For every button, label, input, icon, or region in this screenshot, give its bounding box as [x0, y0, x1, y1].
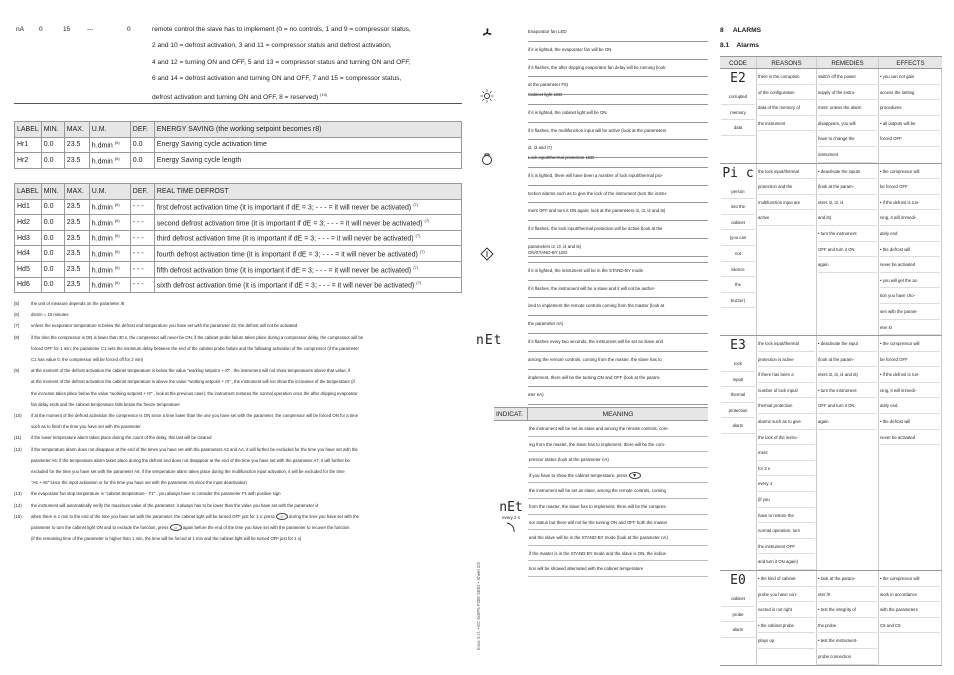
footnote: parameter to turn the cabinet light ON and to exclude the function; press ☼ again before the end of the time you have set with the parameter to recover the function: [31, 525, 350, 532]
cell-min: 0.0: [41, 137, 64, 153]
alarm-reasons: the lock input/thermal protection and the multifunction input are active: [757, 164, 817, 336]
table-row: [15, 153, 462, 169]
nA-description: remote control the slave has to implement (0 = no controls, 1 and 9 = compressor status, 2 and 10 = defrost activation, 3 and 11 = compressor status and defrost activation, 4 and 12 = turning ON and OFF, 5 and 13 = compressor status and turning ON and OFF, 6 and 14 = defrost activation and turning ON and OFF, 7 and 15 = compressor status, defrost activation and turning ON and OFF, 8 = reserved) $^{(19)}$: [152, 26, 411, 102]
cell-min: 0.0: [41, 246, 64, 262]
display-code: E2: [730, 71, 746, 86]
lock-icon: [480, 152, 494, 166]
led-text: the parameter nA): [528, 316, 708, 334]
footnote: (14) the instrument will automatically verify the maximum value of the parameter; it always has to be lower than the value you have set with the parameter i4: [14, 502, 319, 508]
led-text: among the remote controls, coming from the master, the slave has to: [528, 352, 708, 370]
led-text: eter nA): [528, 387, 708, 405]
cell-def: - - -: [130, 199, 154, 215]
parameters-column: [14, 0, 466, 675]
real-time-defrost-table: LABEL MIN. MAX. U.M. DEF. REAL TIME DEFROST Hd1 0.0 23.5 h.dmin $^{(6)}$ - - - first defrost activation time (it is important if dE = 3; - - - = it will never be activated) $^{(7)}$ Hd2 0.0 23.5 h.dmin $^{(6)}$ - - - second defrost activation time (it is important if dE = 3; - - - = it will never be activated) $^{(7)}$ Hd3 0.0 23.5 h.dmin $^{(6)}$ - - - third defrost activation time (it is important if dE = 3; - - - = it will never be activated) $^{(7)}$ Hd4 0.0 23.5 h.dmin $^{(6)}$ - - - fourth defrost activation time (it is important if dE = 3; - - - = it will never be activated) $^{(7)}$ Hd5 0.0 23.5 h.dmin $^{(6)}$ - - - fifth defrost activation time (it is important if dE = 3; - - - = it will never be activated) $^{(7)}$ Hd6 0.0 23.5 h.dmin $^{(6)}$ - - - sixth defrost activation time (it is important if dE = 3; - - - = it will never be activated) $^{(7)}$: [14, 183, 462, 293]
standby-icon: [480, 247, 494, 261]
cell-um: h.dmin $^{(6)}$: [89, 277, 130, 293]
nA-parameter-row: [14, 22, 462, 107]
display-code: E0: [730, 573, 746, 588]
cell-label: Hr1: [15, 137, 42, 153]
led-text: at the parameter F5): [528, 77, 708, 95]
meaning-text: tion will be showed alternated with the cabinet temperature: [528, 561, 708, 577]
cell-max: 23.5: [64, 199, 89, 215]
nA-def: 0: [127, 26, 131, 33]
footnote: (if the remaining time of the parameter is higher than 1 min, the time will be forced at 1 min and the cabinet light will be turned OFF just for 1 s): [31, 536, 302, 542]
footnote: (5) the unit of measure depends on the parameter /8: [14, 301, 125, 306]
alarm-code: E0 cabinet probe alarm: [720, 571, 757, 665]
alarm-reasons: there is the corruption of the configuration data of the memory of the instrument: [757, 69, 817, 163]
cell-label: Hd5: [15, 261, 42, 277]
table-row: [15, 230, 462, 246]
led-text: if it flashes, the instrument will be a slave and it will not be author-: [528, 281, 708, 299]
led-text: if it flashes, the multifunction input will be active (look at the parameters: [528, 123, 708, 141]
led-text: if it flashes, the after dripping evaporator fan delay will be running (look: [528, 60, 708, 78]
footnote: fan delay ends and the cabinet temperature falls below the freeze temperature: [31, 401, 180, 407]
display-code: E3: [730, 338, 746, 354]
nA-max: 15: [63, 26, 71, 33]
alarms-subheading: 8.1 Alarms: [720, 42, 759, 49]
indications-table: INDICAT. MEANING the instrument will be set as slave and among the remote controls, com- ing from the master, the slave has to implement, there will be the com- pressor status (look at the parameter nA) if you have to show the cabinet temperature, press ▼ nEt every 2 s the instrument will be set as slave, among the remote controls, coming from the master, the slave has to implement, there will be the compres- sor status but there will not be the turning ON and OFF both the master and the slave will be in the STAND-BY mode (look at the parameter nA) if the master is in the STAND-BY mode and the slave is ON, the indica- tion will be showed alternated with the cabinet temperature: [494, 407, 708, 577]
footnote: such as to finish the time you have set with the parameter: [31, 424, 141, 430]
light-icon: [480, 89, 494, 103]
alarm-code: Pi c person into the cabinet (you can not silence the buzzer): [720, 164, 757, 336]
footnote: (13) the evaporator fan stop temperature is "cabinet temperature - F1" ; you always have to consider the parameter F1 with positive sign: [14, 491, 281, 497]
footnote: (8) if the time the compressor is ON is lower than 30 s, the compressor will never be ON; if the cabinet probe failure takes place during a compressor delay, the compressor will be: [14, 334, 364, 340]
cell-min: 0.0: [41, 277, 64, 293]
footnote: (12) if the temperature alarm does not disappear at the end of the times you have set with the parameters A3 and AA, it will further be excluded for the time you have set with the: [14, 446, 358, 452]
alarm-code: E3 lock input/ thermal protection alarm: [720, 336, 757, 570]
led-text: ON/STAND-BY LED: [528, 245, 708, 263]
cell-description: third defrost activation time (it is important if dE = 3; - - - = it will never be activated) $^{(7)}$: [154, 230, 461, 246]
alarm-row: [720, 336, 942, 571]
cell-min: 0.0: [41, 261, 64, 277]
alarm-effects: • you can not gain access the setting procedures • all outputs will be forced OFF: [879, 69, 942, 163]
cell-description: fourth defrost activation time (it is important if dE = 3; - - - = it will never be activated) $^{(7)}$: [154, 246, 461, 262]
footnote: (15) when there is 1 min to the end of the time you have set with the parameter, the cabinet light will be turned OFF just for 1 s; press ☼ during the time you have set with the: [14, 513, 360, 521]
footnote: the increase takes place below the value "working setpoint + r0" , look at the previous case); the instrument restores the normal operation once the after dripping evaporator: [31, 390, 358, 396]
meaning-text: from the master, the slave has to implement, there will be the compres-: [528, 499, 708, 515]
footnotes: [14, 298, 466, 544]
footnote: "A5 + A6" since the input activation or for the time you have set with the parameter A5 since the input deactivation: [31, 480, 247, 486]
table-row: [15, 261, 462, 277]
alarm-effects: • the compressor will be forced OFF • if the defrost is run- ning, it will immedi- ately end • the defrost will never be activated: [879, 336, 942, 570]
meaning-text: if the master is in the STAND-BY mode and the slave is ON, the indica-: [528, 546, 708, 562]
led-text: if it flashes, the lock input/thermal protection will be active (look at the: [528, 221, 708, 239]
cell-def: 0.0: [130, 137, 154, 153]
led-text: ized to implement the remote controls coming from the master (look at: [528, 298, 708, 316]
cell-description: Energy Saving cycle length: [154, 153, 461, 169]
footnote: parameter A6; if the temperature alarm takes place during the defrost and does not disappear at the end of the time you have set with the parameter A7, it will further be: [31, 457, 350, 463]
meaning-text: the instrument will be set as slave and among the remote controls, com-: [528, 421, 708, 437]
cell-description: fifth defrost activation time (it is important if dE = 3; - - - = it will never be activated) $^{(7)}$: [154, 261, 461, 277]
cell-description: first defrost activation time (it is important if dE = 3; - - - = it will never be activated) $^{(7)}$: [154, 199, 461, 215]
cell-def: - - -: [130, 215, 154, 231]
display-code: Pi c: [722, 165, 754, 181]
cell-max: 23.5: [64, 215, 89, 231]
footnote: (9) at the moment of the defrost activation the cabinet temperature is below the value "working setpoint + r0" , the instrument will not show temperatures above that value; if: [14, 368, 351, 374]
cell-max: 23.5: [64, 153, 89, 169]
footnote: (10) if at the moment of the defrost activation the compressor is ON since a time lower than the one you have set with the parameter, the compressor will be forced ON for a time: [14, 413, 358, 419]
led-text: Cabinet light LED: [528, 87, 708, 105]
cell-um: h.dmin $^{(6)}$: [89, 230, 130, 246]
footnote: (6) dsmin = 10 minutes: [14, 312, 69, 318]
divider: [14, 103, 462, 104]
led-text: implement, there will be the turning ON and OFF (look at the param-: [528, 370, 708, 388]
footnote: (7) unless the evaporator temperature is below the defrost end temperature you have set with the parameter d2, the defrost will not be activated: [14, 323, 298, 329]
meaning-text: the instrument will be set as slave, among the remote controls, coming: [528, 483, 708, 499]
meaning-text: and the slave will be in the STAND-BY mode (look at the parameter nA): [528, 530, 708, 546]
footnote: forced OFF for 1 min; the parameter C1 sets the minimum delay between the end of the cabinet probe failure and the following activation of the compressor (if the parameter: [31, 345, 359, 351]
table-row: [15, 199, 462, 215]
led-text: parameters i2, i3, i4 and i5): [528, 239, 708, 257]
cell-min: 0.0: [41, 199, 64, 215]
cell-label: Hd6: [15, 277, 42, 293]
nA-min: 0: [39, 26, 43, 33]
led-block: [480, 24, 708, 95]
cell-def: 0.0: [130, 153, 154, 169]
alarm-code: E2 corrupted memory data: [720, 69, 757, 163]
footnote: (11) if the lower temperature alarm takes place during the count of the delay, this last will be cleared: [14, 435, 212, 441]
cell-label: Hd2: [15, 215, 42, 231]
alarm-effects: • the compressor will be forced OFF • if the defrost is run- ning, it will immedi- ately end • the defrost will never be activated • you will get the ac- tion you have cho- sen with the param- eter i0: [879, 164, 942, 336]
led-text: if it is lighted, the cabinet light will be ON: [528, 105, 708, 123]
cell-max: 23.5: [64, 137, 89, 153]
nA-um: ---: [87, 26, 94, 33]
cell-um: h.dmin $^{(6)}$: [89, 215, 130, 231]
alarm-remedies: switch off the power supply of the instru- ment: unless the alarm disappears, you will have to change the instrument: [817, 69, 879, 163]
alarm-row: [720, 571, 942, 666]
led-text: ment OFF and turn it ON again; look at the parameters i2, i3, i4 and i5): [528, 203, 708, 221]
led-text: if it is lighted, the instrument will be in the STAND-BY mode: [528, 263, 708, 281]
cell-max: 23.5: [64, 230, 89, 246]
led-text: i2, i3 and i7): [528, 140, 708, 158]
led-block: [480, 87, 708, 158]
alarms-heading: 8 ALARMS: [720, 27, 762, 34]
led-block: [480, 245, 708, 405]
net-display: nEt: [476, 333, 503, 348]
led-text: if it is lighted, there will have been a number of lock input/thermal pro-: [528, 168, 708, 186]
meaning-text: sor status but there will not be the turning ON and OFF both the master: [528, 515, 708, 531]
alarms-table: CODE REASONS REMEDIES EFFECTS E2 corrupted memory data there is the corruption of the configuration data of the memory of the instrument switch off the power supply of the instru- ment: unless the alarm disappears, you will have to change the instrument • you can not gain access the setting procedures • all outputs will be forced OFF Pi c person into the cabinet (you can not silence the buzzer) the lock input/thermal protection and the multifunction input are active • deactivate the inputs (look at the param- eters i2, i3, i4 and i5) • turn the instrument OFF and turn it ON again • the compressor will be forced OFF • if the defrost is run- ning, it will immedi- ately end • the defrost will never be activated • you will get the ac- tion you have cho- sen with the param- eter i0 E3 lock input/ thermal protection alarm the lock input/thermal protection is active if there has been a number of lock input/ thermal protection alarms such as to give the lock of the instru- ment for 3 s every 4 (if you have to restore the normal operation, turn the instrument OFF and turn it ON again) • deactivate the input (look at the param- eters i2, i3, i4 and i5) • turn the instrument OFF and turn it ON again • the compressor will be forced OFF • if the defrost is run- ning, it will immedi- ately end • the defrost will never be activated E0 cabinet probe alarm • the kind of cabinet probe you have con- nected is not right • the cabinet probe plays up • look at the param- eter /0 • test the integrity of the probe • test the instrument- probe connection • the compressor will work in accordance with the parameters C5 and C6: [720, 56, 942, 666]
cell-label: Hd1: [15, 199, 42, 215]
footnote: at the moment of the defrost activation the cabinet temperature is above the value "working setpoint + r0" , the instrument will not show the increases of the temperature (if: [31, 379, 355, 385]
led-text: tection alarms such as to give the lock of the instrument (turn the instru-: [528, 186, 708, 204]
cell-def: - - -: [130, 261, 154, 277]
cell-min: 0.0: [41, 215, 64, 231]
down-button-icon: ▼: [629, 472, 641, 479]
alarm-row: [720, 164, 942, 337]
cell-um: h.dmin $^{(6)}$: [89, 246, 130, 262]
cell-def: - - -: [130, 230, 154, 246]
cell-label: Hr2: [15, 153, 42, 169]
cell-min: 0.0: [41, 230, 64, 246]
cell-def: - - -: [130, 246, 154, 262]
meaning-text: pressor status (look at the parameter nA): [528, 452, 708, 468]
alarm-reasons: • the kind of cabinet probe you have con- nected is not right • the cabinet probe plays up: [757, 571, 817, 665]
led-text: Lock input/thermal protection LED: [528, 150, 708, 168]
table-row: [15, 277, 462, 293]
cell-max: 23.5: [64, 261, 89, 277]
cell-description: sixth defrost activation time (it is important if dE = 3; - - - = it will never be activated) $^{(7)}$: [154, 277, 461, 293]
alarm-remedies: • deactivate the input (look at the param- eters i2, i3, i4 and i5) • turn the instrument OFF and turn it ON again: [817, 336, 879, 570]
alarms-column: [720, 0, 942, 675]
net-flash-code: nEt every 2 s: [494, 501, 528, 535]
cell-um: h.dmin $^{(6)}$: [89, 199, 130, 215]
cell-max: 23.5: [64, 246, 89, 262]
cell-label: Hd3: [15, 230, 42, 246]
flash-arc-icon: [494, 520, 528, 535]
led-block: [480, 150, 708, 257]
fan-icon: [480, 26, 494, 40]
meaning-text: ing from the master, the slave has to implement, there will be the com-: [528, 437, 708, 453]
cell-min: 0.0: [41, 153, 64, 169]
energy-saving-table: LABEL MIN. MAX. U.M. DEF. ENERGY SAVING (the working setpoint becomes r8) Hr1 0.0 23.5 h.dmin $^{(6)}$ 0.0 Energy Saving cycle activation time Hr2 0.0 23.5 h.dmin $^{(6)}$ 0.0 Energy Saving cycle length: [14, 121, 462, 169]
table-row: [15, 246, 462, 262]
meaning-text: if you have to show the cabinet temperature, press ▼: [528, 468, 708, 484]
alarm-effects: • the compressor will work in accordance with the parameters C5 and C6: [879, 571, 942, 665]
led-text: if it flashes every two seconds, the instrument will be set as slave and: [528, 334, 708, 352]
sheet-footer: Evco S.r.l. • EC 6x9P5 P205 SE01 • Sheet 2/3: [476, 562, 481, 650]
light-button-icon: ☼: [170, 524, 182, 531]
table-row: [15, 137, 462, 153]
cell-um: h.dmin $^{(6)}$: [89, 261, 130, 277]
alarm-reasons: the lock input/thermal protection is active if there has been a number of lock input/ thermal protection alarms such as to give the lock of the instru- ment for 3 s every 4 (if you have to restore the normal operation, turn the instrument OFF and turn it ON again): [757, 336, 817, 570]
alarm-remedies: • look at the param- eter /0 • test the integrity of the probe • test the instrument- probe connection: [817, 571, 879, 665]
cell-um: h.dmin $^{(6)}$: [89, 137, 130, 153]
footnote: C1 has value 0, the compressor will be forced off for 2 min): [31, 357, 144, 363]
led-text: if it is lighted, the evaporator fan will be ON: [528, 42, 708, 60]
alarm-row: [720, 69, 942, 164]
cell-um: h.dmin $^{(6)}$: [89, 153, 130, 169]
cell-description: second defrost activation time (it is important if dE = 3; - - - = it will never be activated) $^{(7)}$: [154, 215, 461, 231]
footnote: excluded for the time you have set with the parameter A6; if the temperature alarm takes place during the multifunction input activation, it will be excluded for the time: [31, 469, 345, 475]
cell-description: Energy Saving cycle activation time: [154, 137, 461, 153]
nA-label: nA: [16, 26, 25, 33]
table-row: [15, 215, 462, 231]
cell-def: - - -: [130, 277, 154, 293]
light-button-icon: ☼: [276, 513, 288, 520]
alarm-remedies: • deactivate the inputs (look at the param- eters i2, i3, i4 and i5) • turn the instrument OFF and turn it ON again: [817, 164, 879, 336]
led-text: Evaporator fan LED: [528, 24, 708, 42]
cell-label: Hd4: [15, 246, 42, 262]
cell-max: 23.5: [64, 277, 89, 293]
